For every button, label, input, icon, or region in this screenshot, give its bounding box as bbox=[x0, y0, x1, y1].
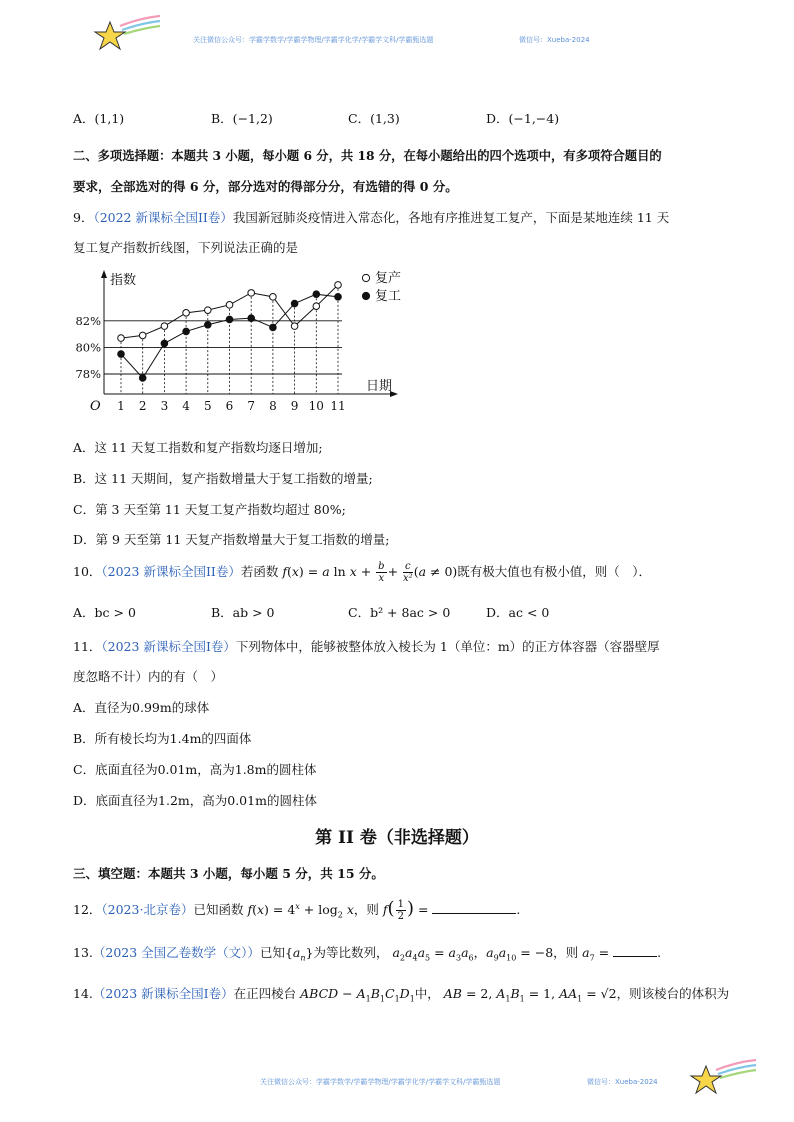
legend-marker-0 bbox=[362, 274, 369, 281]
y-tick-label-80: 80% bbox=[76, 340, 101, 355]
q9-line2: 复工复产指数折线图，下列说法正确的是 bbox=[73, 240, 299, 255]
x-tick-label-1: 1 bbox=[117, 399, 125, 413]
q12-line: 12．（2023·北京卷）已知函数 $f(x) = 4^x + \log_2 x$，则 f( $\frac{1}{2}$ ) = . bbox=[73, 898, 521, 922]
q13-mid: 为等比数列， bbox=[313, 945, 389, 960]
x-axis-label: 日期 bbox=[366, 379, 393, 394]
point-fugong-day-9 bbox=[291, 300, 298, 307]
point-fugong-day-2 bbox=[139, 375, 146, 382]
q10-number: 10． bbox=[73, 564, 102, 579]
q14-pre: 在正四棱台 bbox=[233, 986, 297, 1001]
q10-pre: 若函数 bbox=[240, 564, 279, 579]
q12-answer-blank[interactable] bbox=[432, 913, 516, 914]
q14-frustum-name: ABCD bbox=[300, 986, 339, 1001]
q10-post: 既有极大值也有极小值，则（ ）． bbox=[457, 564, 652, 579]
y-axis-label: 指数 bbox=[110, 273, 137, 288]
x-tick-label-10: 10 bbox=[308, 399, 324, 413]
q9-option-c: C．第 3 天至第 11 天复工复产指数均超过 80%; bbox=[73, 502, 346, 517]
q10-option-c: C．b² + 8ac > 0 bbox=[348, 605, 451, 620]
q14-mid: 中， bbox=[414, 986, 440, 1001]
point-fugong-day-5 bbox=[205, 321, 212, 328]
q12-mid: ，则 bbox=[353, 902, 379, 917]
point-fugong-day-3 bbox=[161, 340, 168, 347]
point-fuchan-day-4 bbox=[183, 310, 190, 317]
x-tick-label-9: 9 bbox=[290, 399, 299, 413]
x-tick-label-6: 6 bbox=[225, 399, 234, 413]
point-fuchan-day-8 bbox=[270, 294, 277, 301]
prev-option-d: D．(−1,−4) bbox=[486, 111, 560, 126]
point-fuchan-day-3 bbox=[161, 323, 168, 330]
q9-number: 9． bbox=[73, 210, 94, 225]
point-fuchan-day-11 bbox=[335, 282, 342, 289]
q13-line: 13.（2023 全国乙卷数学（文））已知$\{a_n\}$为等比数列， $a_2a_4a_5 = a_3a_6$，$a_9a_{10} = -8$，则 $a_7$ = . bbox=[73, 945, 662, 963]
q12-pre: 已知函数 bbox=[193, 902, 244, 917]
point-fuchan-day-10 bbox=[313, 303, 320, 310]
q11-option-a: A．直径为0.99m的球体 bbox=[73, 700, 210, 715]
point-fugong-day-11 bbox=[335, 294, 342, 301]
q14-line: 14.（2023 新课标全国I卷）在正四棱台 ABCD − $A_1B_1C_1D_1$中， AB = 2, $A_1B_1 = 1$, $AA_1 = √2$，则该棱台的体积为 bbox=[73, 986, 730, 1004]
header-wechat: 微信号：Xueba-2024 bbox=[519, 36, 590, 44]
q10-option-d: D．ac < 0 bbox=[486, 605, 550, 620]
point-fugong-day-7 bbox=[248, 315, 255, 322]
q11-option-d: D．底面直径为1.2m，高为0.01m的圆柱体 bbox=[73, 793, 317, 808]
point-fuchan-day-2 bbox=[139, 332, 146, 339]
footer-star-logo bbox=[688, 1058, 758, 1100]
q13-pre: 已知 bbox=[259, 945, 285, 960]
q14-post: ，则该棱台的体积为 bbox=[616, 986, 730, 1001]
q9-line1 bbox=[73, 208, 669, 226]
point-fugong-day-8 bbox=[270, 324, 277, 331]
x-tick-label-2: 2 bbox=[138, 399, 147, 413]
q11-source: （2023 新课标全国I卷） bbox=[101, 639, 236, 654]
prev-option-b: B．(−1,2) bbox=[211, 111, 273, 126]
q10-line: 10．（2023 新课标全国II卷）若函数 f(x) = a ln x + $\frac{b}{x}$ + $\frac{c}{\text{x²}}$ (a ≠ 0)既有极大值也有极小值，则（ ）． bbox=[73, 561, 652, 584]
legend-marker-1 bbox=[362, 292, 369, 299]
prev-option-a: A．(1,1) bbox=[73, 111, 125, 126]
x-tick-label-11: 11 bbox=[330, 399, 346, 413]
q9-option-b: B．这 11 天期间，复产指数增量大于复工指数的增量; bbox=[73, 471, 373, 486]
point-fugong-day-4 bbox=[183, 328, 190, 335]
legend-label-0: 复产 bbox=[375, 271, 402, 286]
y-axis-arrow bbox=[101, 270, 107, 278]
q14-conditions: AB bbox=[443, 986, 462, 1001]
q10-function-formula: f bbox=[282, 564, 287, 579]
y-tick-label-78: 78% bbox=[76, 367, 101, 381]
x-tick-label-5: 5 bbox=[203, 399, 212, 413]
q11-option-b: B．所有棱长均为1.4m的四面体 bbox=[73, 731, 252, 746]
x-tick-label-7: 7 bbox=[247, 399, 256, 413]
q14-number: 14. bbox=[73, 986, 93, 1001]
point-fuchan-day-9 bbox=[291, 323, 298, 330]
point-fuchan-day-7 bbox=[248, 290, 255, 297]
q10-option-a: A．bc > 0 bbox=[73, 605, 136, 620]
header-promo: 关注微信公众号：学霸学数学/学霸学物理/学霸学化学/学霸学文科/学霸甄选题 bbox=[193, 36, 434, 44]
header-star-logo bbox=[92, 14, 162, 56]
footer-wechat: 微信号：Xueba-2024 bbox=[587, 1078, 658, 1086]
q11-line2: 度忽略不计）内的有（ ） bbox=[73, 669, 224, 684]
q9-option-d: D．第 9 天至第 11 天复产指数增量大于复工指数的增量; bbox=[73, 532, 390, 547]
legend-label-1: 复工 bbox=[375, 289, 402, 304]
q13-answer-blank[interactable] bbox=[613, 956, 657, 957]
footer-promo: 关注微信公众号：学霸学数学/学霸学物理/学霸学化学/学霸学文科/学霸甄选题 bbox=[260, 1078, 501, 1086]
section3-heading: 三、填空题：本题共 3 小题，每小题 5 分，共 15 分。 bbox=[73, 866, 384, 881]
point-fugong-day-6 bbox=[226, 316, 233, 323]
x-tick-label-3: 3 bbox=[160, 399, 169, 413]
q11-text1: 下列物体中，能够被整体放入棱长为 1（单位：m）的正方体容器（容器壁厚 bbox=[235, 639, 660, 654]
prev-option-c: C．(1,3) bbox=[348, 111, 400, 126]
part2-title: 第 II 卷（非选择题） bbox=[315, 828, 479, 848]
point-fuchan-day-6 bbox=[226, 302, 233, 309]
q12-source: （2023·北京卷） bbox=[101, 902, 194, 917]
point-fuchan-day-5 bbox=[205, 307, 212, 314]
q12-function-formula: f bbox=[247, 902, 253, 917]
q11-number: 11． bbox=[73, 639, 102, 654]
q9-line-chart bbox=[76, 266, 416, 426]
section2-heading-line2: 要求，全部选对的得 6 分，部分选对的得部分分，有选错的得 0 分。 bbox=[73, 179, 458, 194]
q9-option-a: A．这 11 天复工指数和复产指数均逐日增加; bbox=[73, 440, 323, 455]
q10-source: （2023 新课标全国II卷） bbox=[101, 564, 241, 579]
q10-option-b: B．ab > 0 bbox=[211, 605, 275, 620]
q9-source: （2022 新课标全国II卷） bbox=[93, 210, 233, 225]
y-tick-label-82: 82% bbox=[76, 313, 101, 328]
x-tick-label-4: 4 bbox=[182, 399, 190, 413]
section2-heading-line1: 二、多项选择题：本题共 3 小题，每小题 6 分，共 18 分，在每小题给出的四个选项中，有多项符合题目的 bbox=[73, 148, 662, 163]
origin-label: O bbox=[90, 399, 101, 414]
q11-line1 bbox=[73, 637, 660, 655]
q14-source: （2023 新课标全国I卷） bbox=[92, 986, 234, 1001]
q13-number: 13. bbox=[73, 945, 93, 960]
q13-formula: a bbox=[392, 945, 400, 960]
x-tick-label-8: 8 bbox=[269, 399, 277, 413]
q9-text1: 我国新冠肺炎疫情进入常态化，各地有序推进复工复产，下面是某地连续 11 天 bbox=[232, 210, 670, 225]
point-fugong-day-1 bbox=[118, 351, 125, 358]
q13-source: （2023 全国乙卷数学（文）） bbox=[92, 945, 260, 960]
point-fugong-day-10 bbox=[313, 291, 320, 298]
q12-number: 12． bbox=[73, 902, 102, 917]
q11-option-c: C．底面直径为0.01m，高为1.8m的圆柱体 bbox=[73, 762, 317, 777]
point-fuchan-day-1 bbox=[118, 335, 125, 342]
